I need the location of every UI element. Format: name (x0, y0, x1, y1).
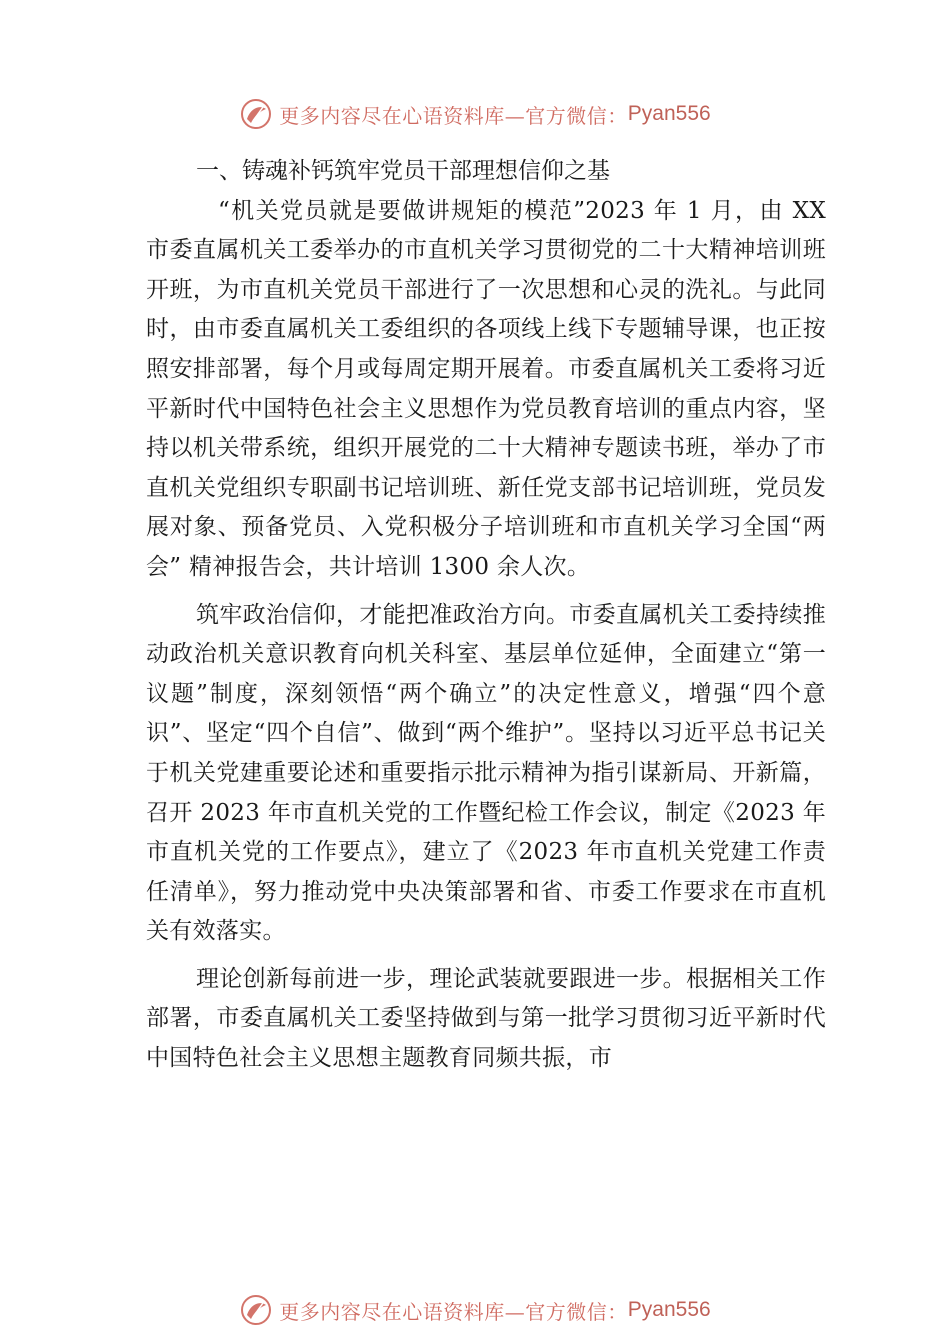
watermark-wechat-id: Pyan556 (627, 1298, 711, 1321)
watermark-wechat-id: Pyan556 (627, 102, 711, 125)
paragraph-1: “机关党员就是要做讲规矩的模范”2023 年 1 月，由 XX 市委直属机关工委举办的市直机关学习贯彻党的二十大精神培训班开班，为市直机关党员干部进行了一次思想和心灵的洗礼。与此同时，由市委直属机关工委组织的各项线上线下专题辅导课，也正按照安排部署，每个月或每周定期开展着。市委直属机关工委将习近平新时代中国特色社会主义思想作为党员教育培训的重点内容，坚持以机关带系统，组织开展党的二十大精神专题读书班，举办了市直机关党组织专职副书记培训班、新任党支部书记培训班，党员发展对象、预备党员、入党积极分子培训班和市直机关学习全国“两会” 精神报告会，共计培训 1300 余人次。 (146, 197, 826, 580)
brand-logo-icon (239, 97, 273, 131)
paragraph-2: 筑牢政治信仰，才能把准政治方向。市委直属机关工委持续推动政治机关意识教育向机关科室、基层单位延伸，全面建立“第一议题”制度，深刻领悟“两个确立”的决定性意义，增强“四个意识”、坚定“四个自信”、做到“两个维护”。坚持以习近平总书记关于机关党建重要论述和重要指示批示精神为指引谋新局、开新篇，召开 2023 年市直机关党的工作暨纪检工作会议，制定《2023 年市直机关党的工作要点》，建立了《2023 年市直机关党建工作责任清单》，努力推动党中央决策部署和省、市委工作要求在市直机关有效落实。 (146, 601, 826, 945)
watermark-header (0, 94, 950, 134)
section-heading: 一、铸魂补钙筑牢党员干部理想信仰之基 (196, 158, 610, 184)
watermark-text: 更多内容尽在心语资料库—官方微信： (279, 103, 628, 128)
paragraph-3: 理论创新每前进一步，理论武装就要跟进一步。根据相关工作部署，市委直属机关工委坚持做到与第一批学习贯彻习近平新时代中国特色社会主义思想主题教育同频共振，市 (146, 965, 826, 1072)
watermark-footer (0, 1290, 950, 1330)
document-body (146, 152, 826, 1087)
watermark-text: 更多内容尽在心语资料库—官方微信： (279, 1299, 628, 1324)
brand-logo-icon (239, 1293, 273, 1327)
